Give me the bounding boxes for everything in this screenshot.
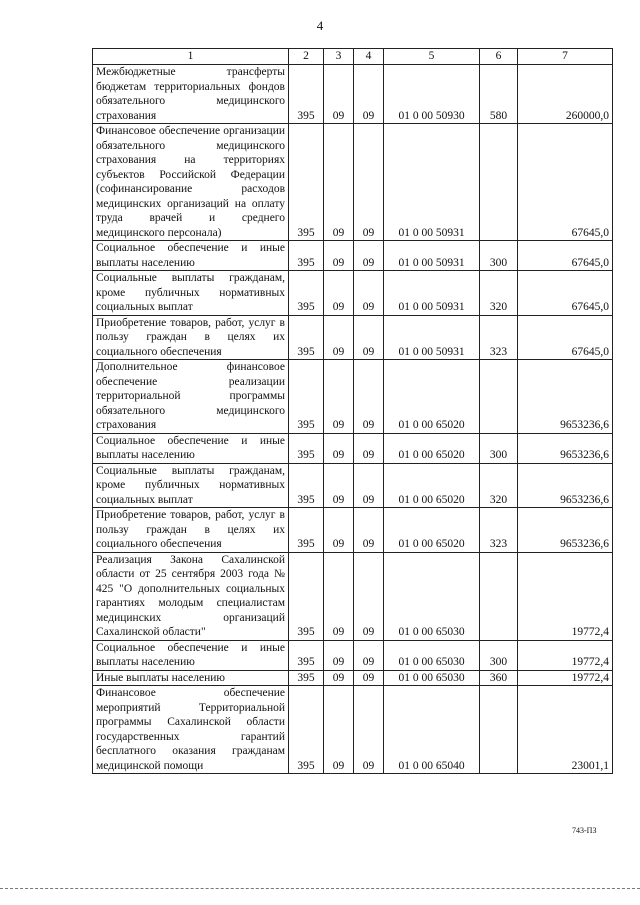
ministry-code: 395	[289, 360, 324, 434]
table-row	[93, 463, 613, 508]
expense-type-code: 323	[480, 508, 518, 553]
amount: 9653236,6	[518, 433, 613, 463]
ministry-code: 395	[289, 463, 324, 508]
row-name: Социальные выплаты гражданам, кроме публичных нормативных социальных выплат	[93, 271, 289, 316]
subsection-code: 09	[354, 552, 384, 640]
target-article-code: 01 0 00 50931	[384, 241, 480, 271]
expense-type-code: 300	[480, 640, 518, 670]
expense-type-code: 323	[480, 315, 518, 360]
row-name: Социальные выплаты гражданам, кроме публичных нормативных социальных выплат	[93, 463, 289, 508]
row-name: Приобретение товаров, работ, услуг в пользу граждан в целях их социального обеспечения	[93, 315, 289, 360]
ministry-code: 395	[289, 65, 324, 124]
section-code: 09	[324, 124, 354, 241]
subsection-code: 09	[354, 640, 384, 670]
ministry-code: 395	[289, 433, 324, 463]
expense-type-code: 360	[480, 670, 518, 686]
expense-type-code: 320	[480, 271, 518, 316]
section-code: 09	[324, 463, 354, 508]
subsection-code: 09	[354, 433, 384, 463]
ministry-code: 395	[289, 124, 324, 241]
table-header-row	[93, 49, 613, 65]
row-name: Социальное обеспечение и иные выплаты населению	[93, 433, 289, 463]
ministry-code: 395	[289, 315, 324, 360]
subsection-code: 09	[354, 241, 384, 271]
amount: 260000,0	[518, 65, 613, 124]
table-row	[93, 360, 613, 434]
column-header-4: 4	[354, 49, 384, 65]
section-code: 09	[324, 241, 354, 271]
section-code: 09	[324, 433, 354, 463]
subsection-code: 09	[354, 686, 384, 774]
subsection-code: 09	[354, 670, 384, 686]
column-header-2: 2	[289, 49, 324, 65]
row-name: Межбюджетные трансферты бюджетам территориальных фондов обязательного медицинского страхования	[93, 65, 289, 124]
section-code: 09	[324, 508, 354, 553]
amount: 67645,0	[518, 315, 613, 360]
row-name: Социальное обеспечение и иные выплаты населению	[93, 241, 289, 271]
subsection-code: 09	[354, 271, 384, 316]
column-header-3: 3	[324, 49, 354, 65]
expense-type-code	[480, 552, 518, 640]
ministry-code: 395	[289, 640, 324, 670]
target-article-code: 01 0 00 50931	[384, 315, 480, 360]
target-article-code: 01 0 00 50931	[384, 271, 480, 316]
section-code: 09	[324, 315, 354, 360]
target-article-code: 01 0 00 65030	[384, 670, 480, 686]
ministry-code: 395	[289, 241, 324, 271]
table-row	[93, 65, 613, 124]
amount: 19772,4	[518, 670, 613, 686]
section-code: 09	[324, 670, 354, 686]
column-header-1: 1	[93, 49, 289, 65]
expense-type-code: 580	[480, 65, 518, 124]
target-article-code: 01 0 00 65020	[384, 463, 480, 508]
expense-type-code	[480, 360, 518, 434]
target-article-code: 01 0 00 65030	[384, 640, 480, 670]
table-row	[93, 670, 613, 686]
table-row	[93, 124, 613, 241]
subsection-code: 09	[354, 315, 384, 360]
section-code: 09	[324, 686, 354, 774]
target-article-code: 01 0 00 50930	[384, 65, 480, 124]
page-number: 4	[316, 18, 324, 33]
subsection-code: 09	[354, 463, 384, 508]
section-code: 09	[324, 552, 354, 640]
expense-type-code: 320	[480, 463, 518, 508]
target-article-code: 01 0 00 50931	[384, 124, 480, 241]
expense-type-code: 300	[480, 433, 518, 463]
expense-type-code: 300	[480, 241, 518, 271]
document-code: 743-ПЗ	[572, 826, 597, 835]
expense-type-code	[480, 124, 518, 241]
table-row	[93, 241, 613, 271]
section-code: 09	[324, 360, 354, 434]
table-row	[93, 552, 613, 640]
subsection-code: 09	[354, 508, 384, 553]
ministry-code: 395	[289, 670, 324, 686]
amount: 67645,0	[518, 271, 613, 316]
column-header-5: 5	[384, 49, 480, 65]
expense-type-code	[480, 686, 518, 774]
subsection-code: 09	[354, 65, 384, 124]
ministry-code: 395	[289, 271, 324, 316]
target-article-code: 01 0 00 65020	[384, 508, 480, 553]
subsection-code: 09	[354, 124, 384, 241]
amount: 9653236,6	[518, 360, 613, 434]
amount: 9653236,6	[518, 463, 613, 508]
amount: 9653236,6	[518, 508, 613, 553]
section-code: 09	[324, 640, 354, 670]
row-name: Финансовое обеспечение организации обязательного медицинского страхования на территориях субъектов Российской Федерации (софинансирование расходов медицинских организаций на оплату труда врачей и среднего медицинского персонала)	[93, 124, 289, 241]
table-row	[93, 640, 613, 670]
amount: 19772,4	[518, 552, 613, 640]
section-code: 09	[324, 271, 354, 316]
amount: 23001,1	[518, 686, 613, 774]
table-row	[93, 686, 613, 774]
column-header-6: 6	[480, 49, 518, 65]
page-bottom-divider	[0, 888, 640, 889]
row-name: Финансовое обеспечение мероприятий Территориальной программы Сахалинской области государственных гарантий бесплатного оказания гражданам медицинской помощи	[93, 686, 289, 774]
table-row	[93, 271, 613, 316]
column-header-7: 7	[518, 49, 613, 65]
table-row	[93, 433, 613, 463]
amount: 19772,4	[518, 640, 613, 670]
row-name: Социальное обеспечение и иные выплаты населению	[93, 640, 289, 670]
target-article-code: 01 0 00 65030	[384, 552, 480, 640]
table-row	[93, 315, 613, 360]
amount: 67645,0	[518, 124, 613, 241]
target-article-code: 01 0 00 65040	[384, 686, 480, 774]
target-article-code: 01 0 00 65020	[384, 433, 480, 463]
ministry-code: 395	[289, 552, 324, 640]
row-name: Дополнительное финансовое обеспечение реализации территориальной программы обязательного медицинского страхования	[93, 360, 289, 434]
table-row	[93, 508, 613, 553]
row-name: Приобретение товаров, работ, услуг в пользу граждан в целях их социального обеспечения	[93, 508, 289, 553]
row-name: Иные выплаты населению	[93, 670, 289, 686]
budget-table	[92, 48, 613, 774]
ministry-code: 395	[289, 508, 324, 553]
amount: 67645,0	[518, 241, 613, 271]
target-article-code: 01 0 00 65020	[384, 360, 480, 434]
ministry-code: 395	[289, 686, 324, 774]
row-name: Реализация Закона Сахалинской области от 25 сентября 2003 года № 425 "О дополнительных социальных гарантиях молодым специалистам медицинских организаций Сахалинской области"	[93, 552, 289, 640]
section-code: 09	[324, 65, 354, 124]
subsection-code: 09	[354, 360, 384, 434]
